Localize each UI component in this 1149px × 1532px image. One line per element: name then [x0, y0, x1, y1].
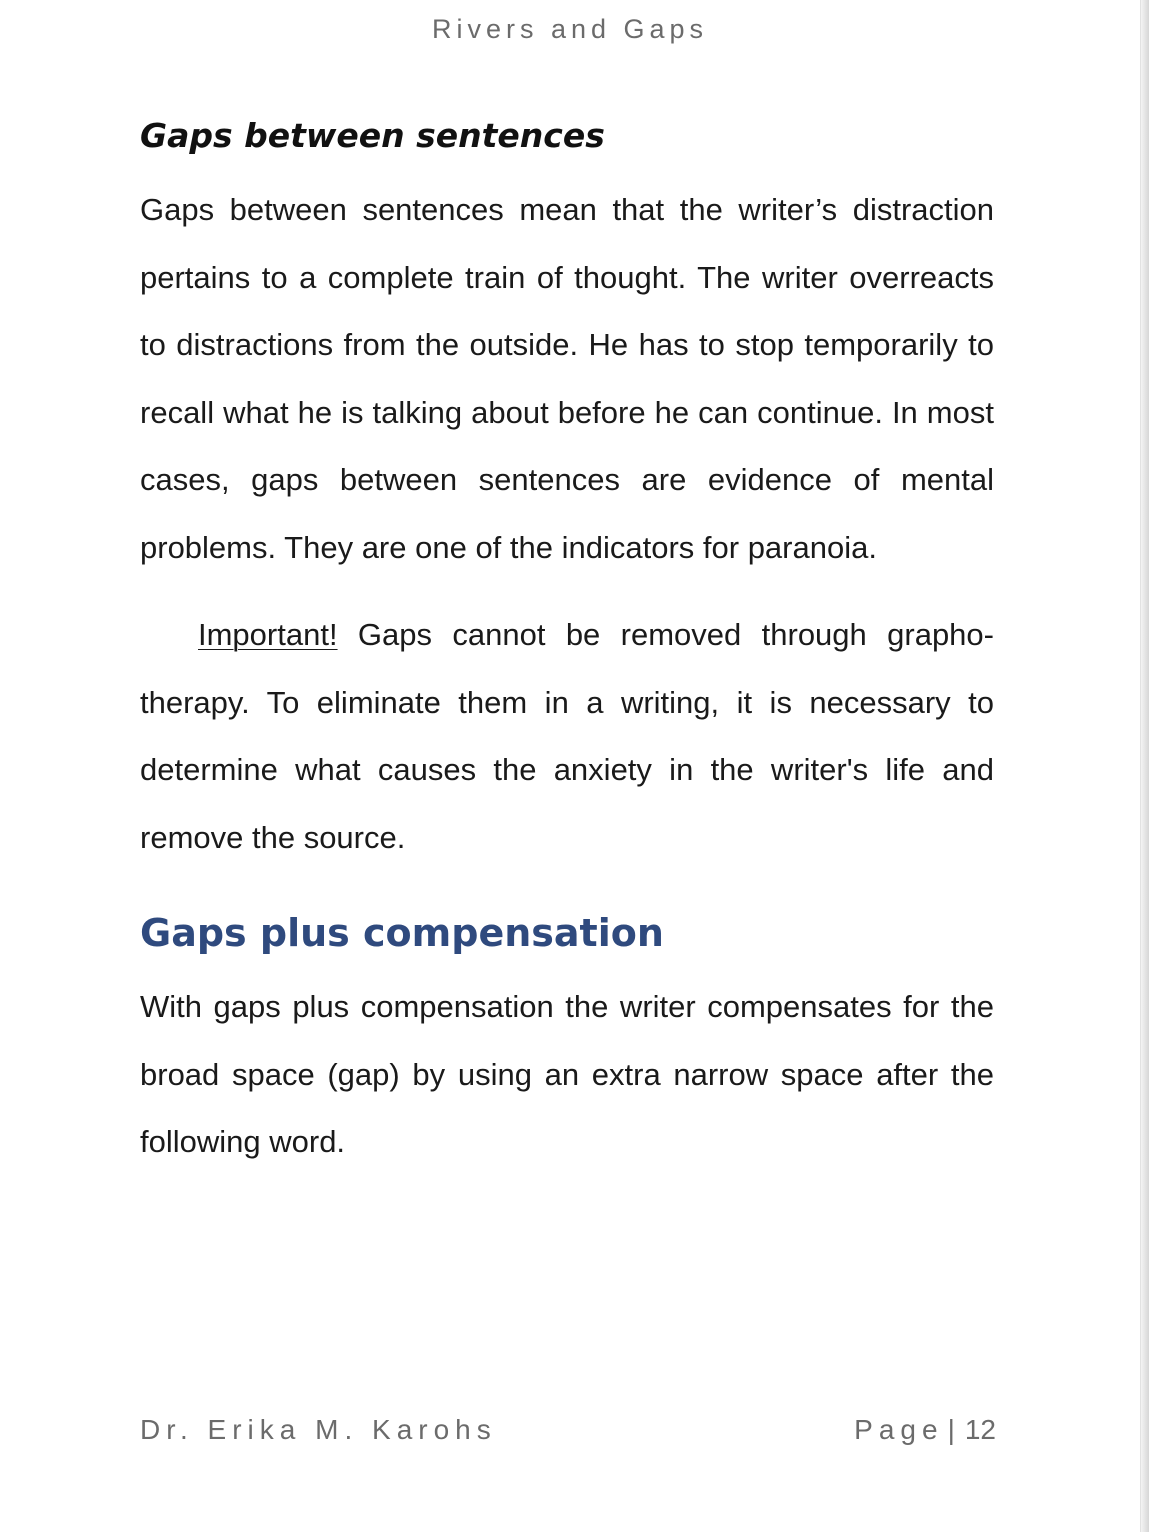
important-note-paragraph	[140, 601, 994, 871]
page-number: 12	[964, 1414, 996, 1445]
section-heading: Gaps plus compensation	[140, 911, 664, 955]
body-paragraph: Gaps between sentences mean that the writer’s distraction pertains to a complete train of thought. The writer overreacts to distractions from the outside. He has to stop temporarily to recall what he is talking about before he can continue. In most cases, gaps between sentences are evidence of mental problems. They are one of the indicators for paranoia.	[140, 192, 994, 565]
footer-author: Dr. Erika M. Karohs	[140, 1414, 497, 1445]
page-body	[140, 112, 994, 1176]
body-paragraph: With gaps plus compensation the writer compensates for the broad space (gap) by using an extra narrow space after the following word.	[140, 989, 994, 1159]
running-header: Rivers and Gaps	[431, 14, 709, 44]
page-edge-shadow	[1140, 0, 1149, 1532]
footer-page-number	[854, 1414, 996, 1446]
page-footer	[140, 1414, 996, 1454]
page-label: Page	[854, 1414, 944, 1445]
important-note-text: Gaps cannot be removed through grapho-therapy. To eliminate them in a writing, it is necessary to determine what causes the anxiety in the writer's life and remove the source.	[140, 617, 994, 855]
important-label: Important!	[198, 617, 338, 652]
page-separator: |	[947, 1414, 955, 1445]
subsection-heading: Gaps between sentences	[140, 116, 605, 155]
